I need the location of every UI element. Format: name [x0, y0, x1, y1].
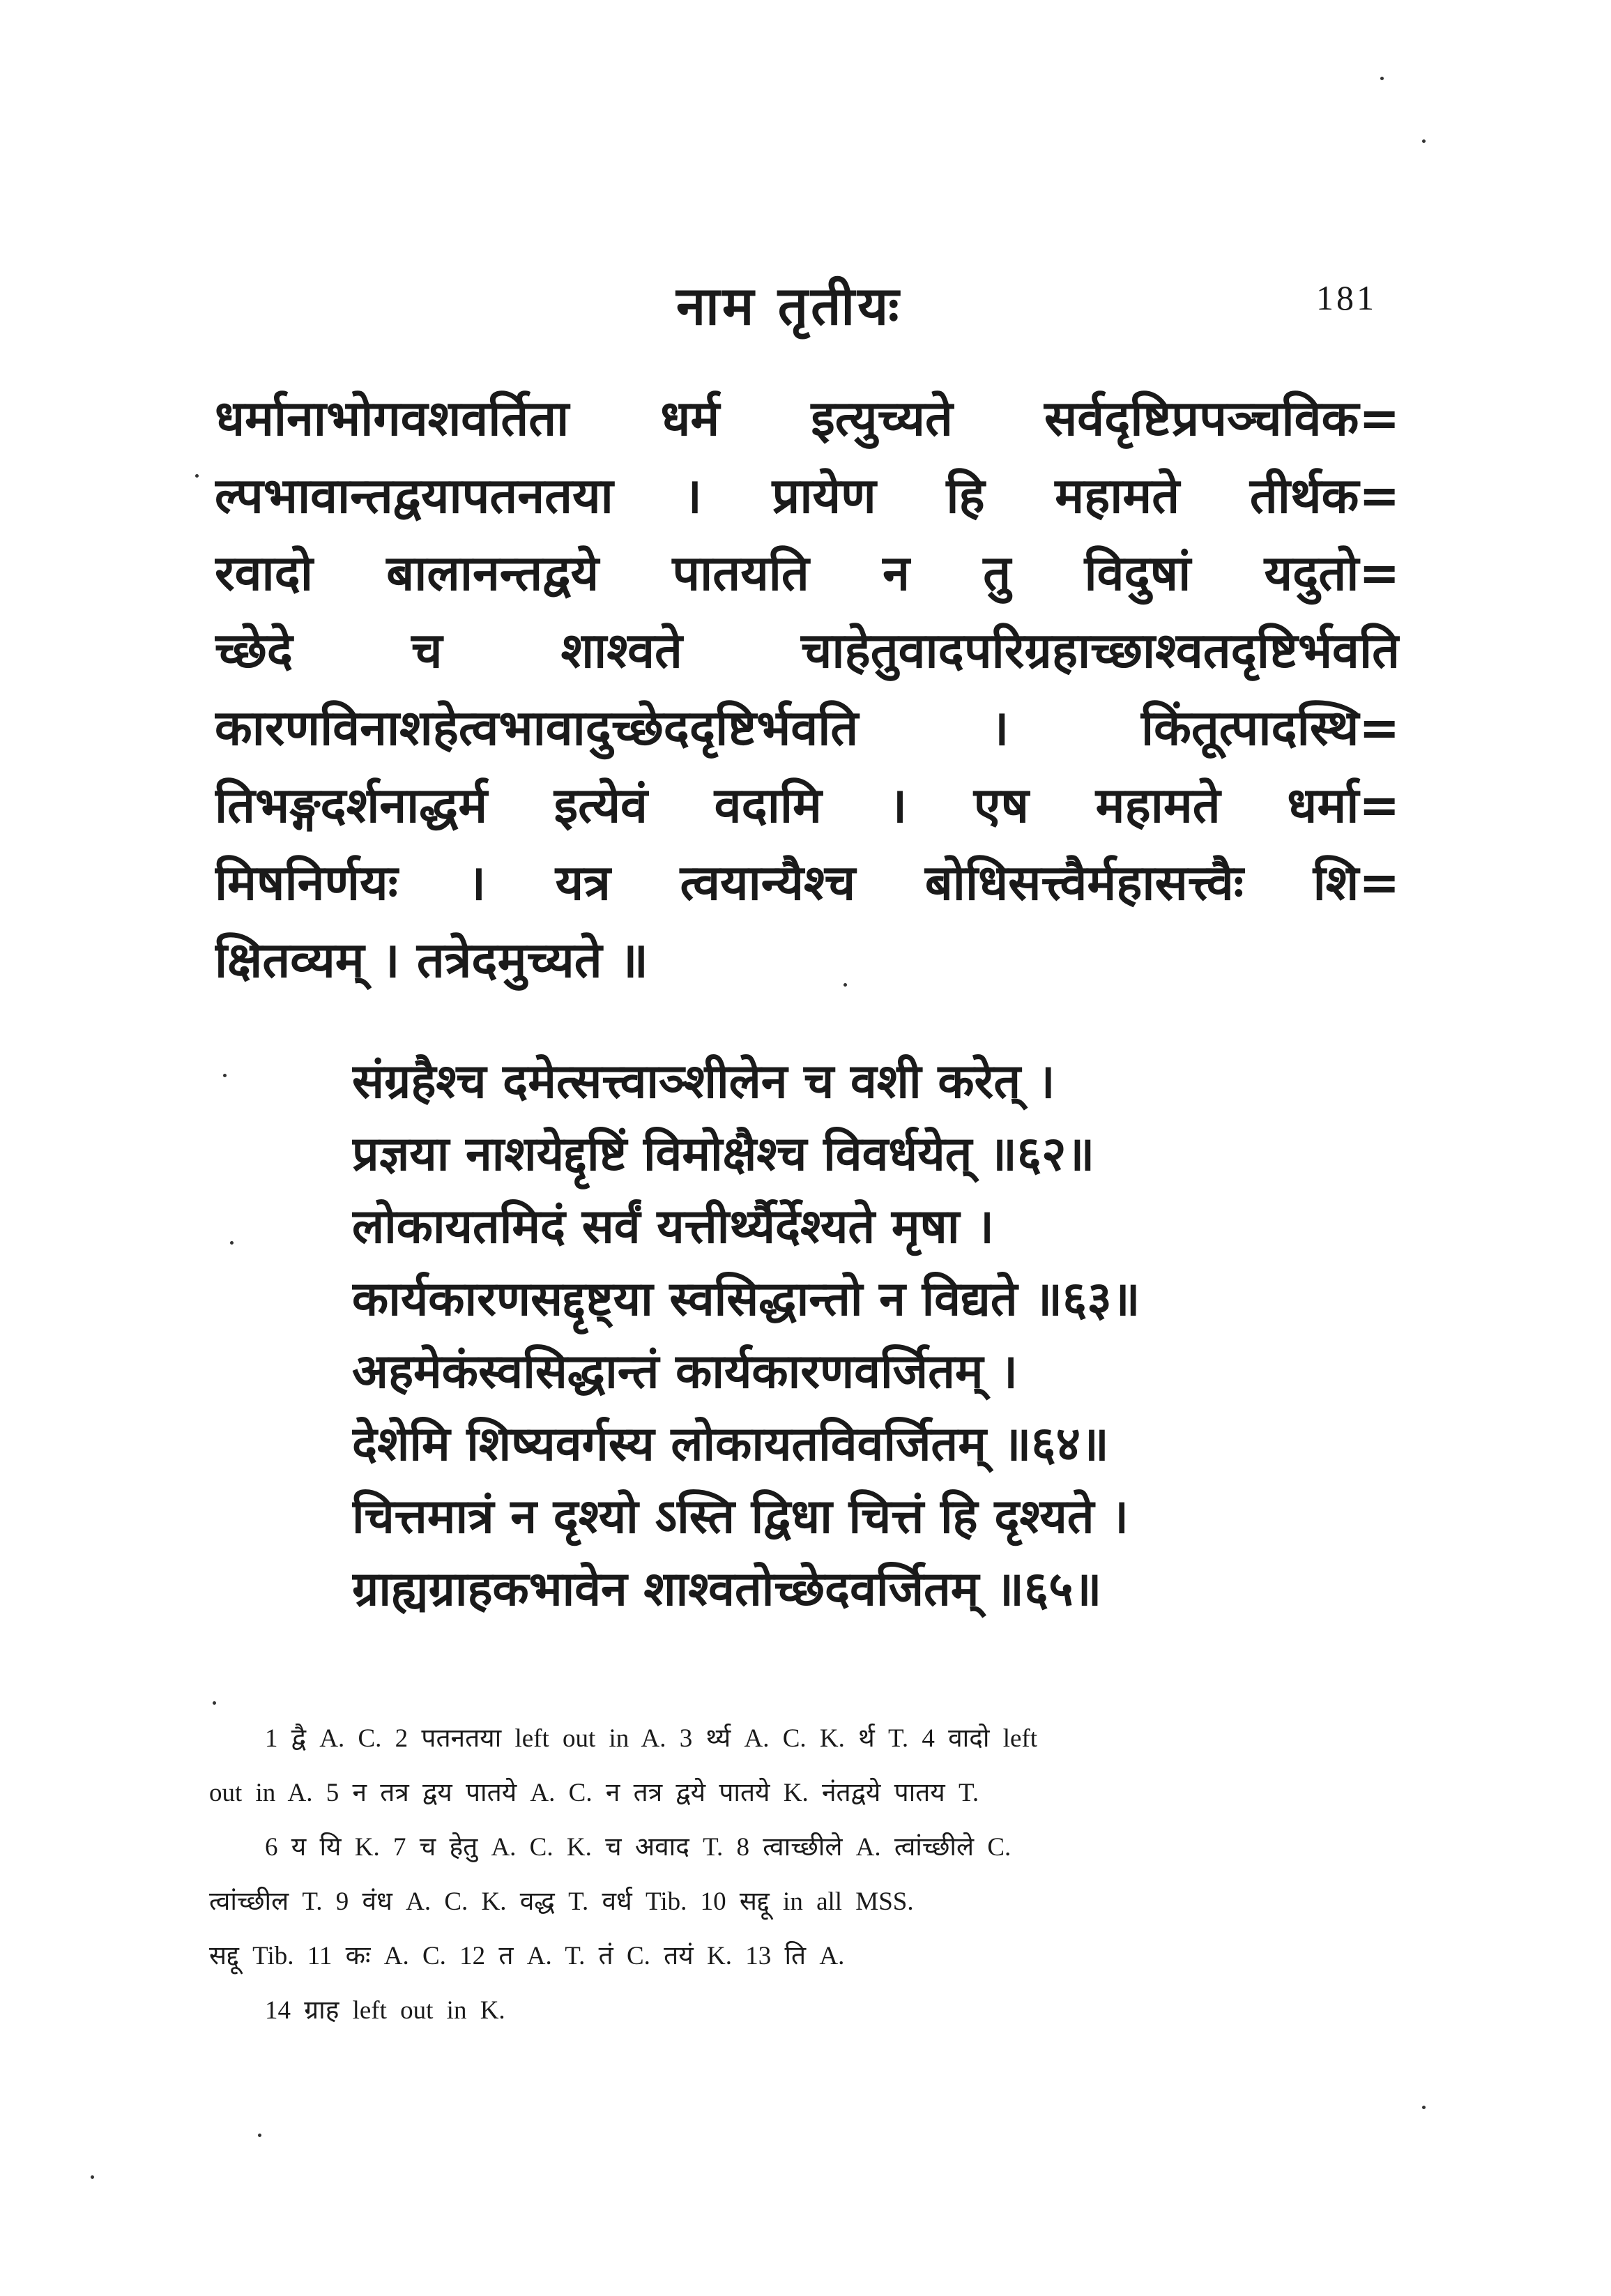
scan-speck [230, 1241, 234, 1245]
verse-line: संग्रहैश्च दमेत्सत्त्वाञ्शीलेन च वशी करेत् । [352, 1054, 1055, 1109]
prose-paragraph [215, 380, 1400, 999]
scan-speck [258, 2134, 261, 2137]
verse-block [352, 1046, 1328, 1626]
footnote-line: 6 य यि K. 7 च हेतु A. C. K. च अवाद T. 8 त्वाच्छीले A. त्वांच्छीले C. [265, 1833, 1011, 1862]
footnotes [209, 1712, 1408, 2038]
footnote-line: out in A. 5 न तत्र द्वय पातये A. C. न तत्र द्वये पातये K. नंतद्वये पातय T. [209, 1779, 979, 1807]
scan-speck [213, 1701, 216, 1705]
prose-line: क्षितव्यम् । तत्रेदमुच्यते ॥ [215, 932, 648, 989]
scan-speck [223, 1074, 227, 1077]
scan-speck [843, 983, 847, 987]
verse-line: कार्यकारणसद्दृष्ट्या स्वसिद्धान्तो न विद्यते ॥६३॥ [352, 1272, 1140, 1327]
verse-line: ग्राह्यग्राहकभावेन शाश्वतोच्छेदवर्जितम् ॥६५॥ [352, 1562, 1102, 1617]
scan-speck [1422, 2106, 1426, 2109]
footnote-line: त्वांच्छील T. 9 वंध A. C. K. वद्ध T. वर्ध Tib. 10 सद्दू in all MSS. [209, 1887, 914, 1916]
verse-line: देशेमि शिष्यवर्गस्य लोकायतविवर्जितम् ॥६४॥ [352, 1417, 1109, 1472]
prose-line: तिभङ्गदर्शनाद्धर्म इत्येवं वदामि । एष महामते धर्मा= [215, 777, 1400, 834]
verse-line: लोकायतमिदं सर्वं यत्तीर्थ्यैर्देश्यते मृषा । [352, 1199, 994, 1254]
prose-line: कारणविनाशहेत्वभावादुच्छेददृष्टिर्भवति । किंतूत्पादस्थि= [215, 699, 1400, 757]
prose-line: ल्पभावान्तद्वयापतनतया । प्रायेण हि महामते तीर्थक= [215, 467, 1400, 524]
prose-line: रवादो बालानन्तद्वये पातयति न तु विदुषां यदुतो= [215, 545, 1400, 602]
verse-line: प्रज्ञया नाशयेद्दृष्टिं विमोक्षैश्च विवर्धयेत् ॥६२॥ [352, 1127, 1095, 1182]
page-header-title: नाम तृतीयः [676, 275, 902, 337]
scan-speck [91, 2175, 94, 2179]
prose-line: धर्मानाभोगवशवर्तिता धर्म इत्युच्यते सर्वदृष्टिप्रपञ्चविक= [215, 390, 1400, 447]
scan-speck [1380, 77, 1384, 80]
verse-line: चित्तमात्रं न दृश्यो ऽस्ति द्विधा चित्तं हि दृश्यते । [352, 1489, 1129, 1544]
prose-line: च्छेदे च शाश्वते चाहेतुवादपरिग्रहाच्छाश्वतदृष्टिर्भवति [215, 622, 1400, 679]
footnote-line: 1 द्वै A. C. 2 पतनतया left out in A. 3 र्थ्य A. C. K. र्थ T. 4 वादो left [265, 1724, 1038, 1753]
footnote-line: 14 ग्राह left out in K. [265, 1996, 505, 2025]
scan-speck [195, 474, 199, 478]
prose-line: मिषनिर्णयः । यत्र त्वयान्यैश्च बोधिसत्त्वैर्महासत्त्वैः शि= [215, 854, 1400, 911]
scan-speck [1422, 139, 1426, 143]
footnote-line: सद्दू Tib. 11 कः A. C. 12 त A. T. तं C. तयं K. 13 ति A. [209, 1942, 845, 1970]
verse-line: अहमेकंस्वसिद्धान्तं कार्यकारणवर्जितम् । [352, 1344, 1018, 1399]
page-number: 181 [1316, 278, 1377, 317]
